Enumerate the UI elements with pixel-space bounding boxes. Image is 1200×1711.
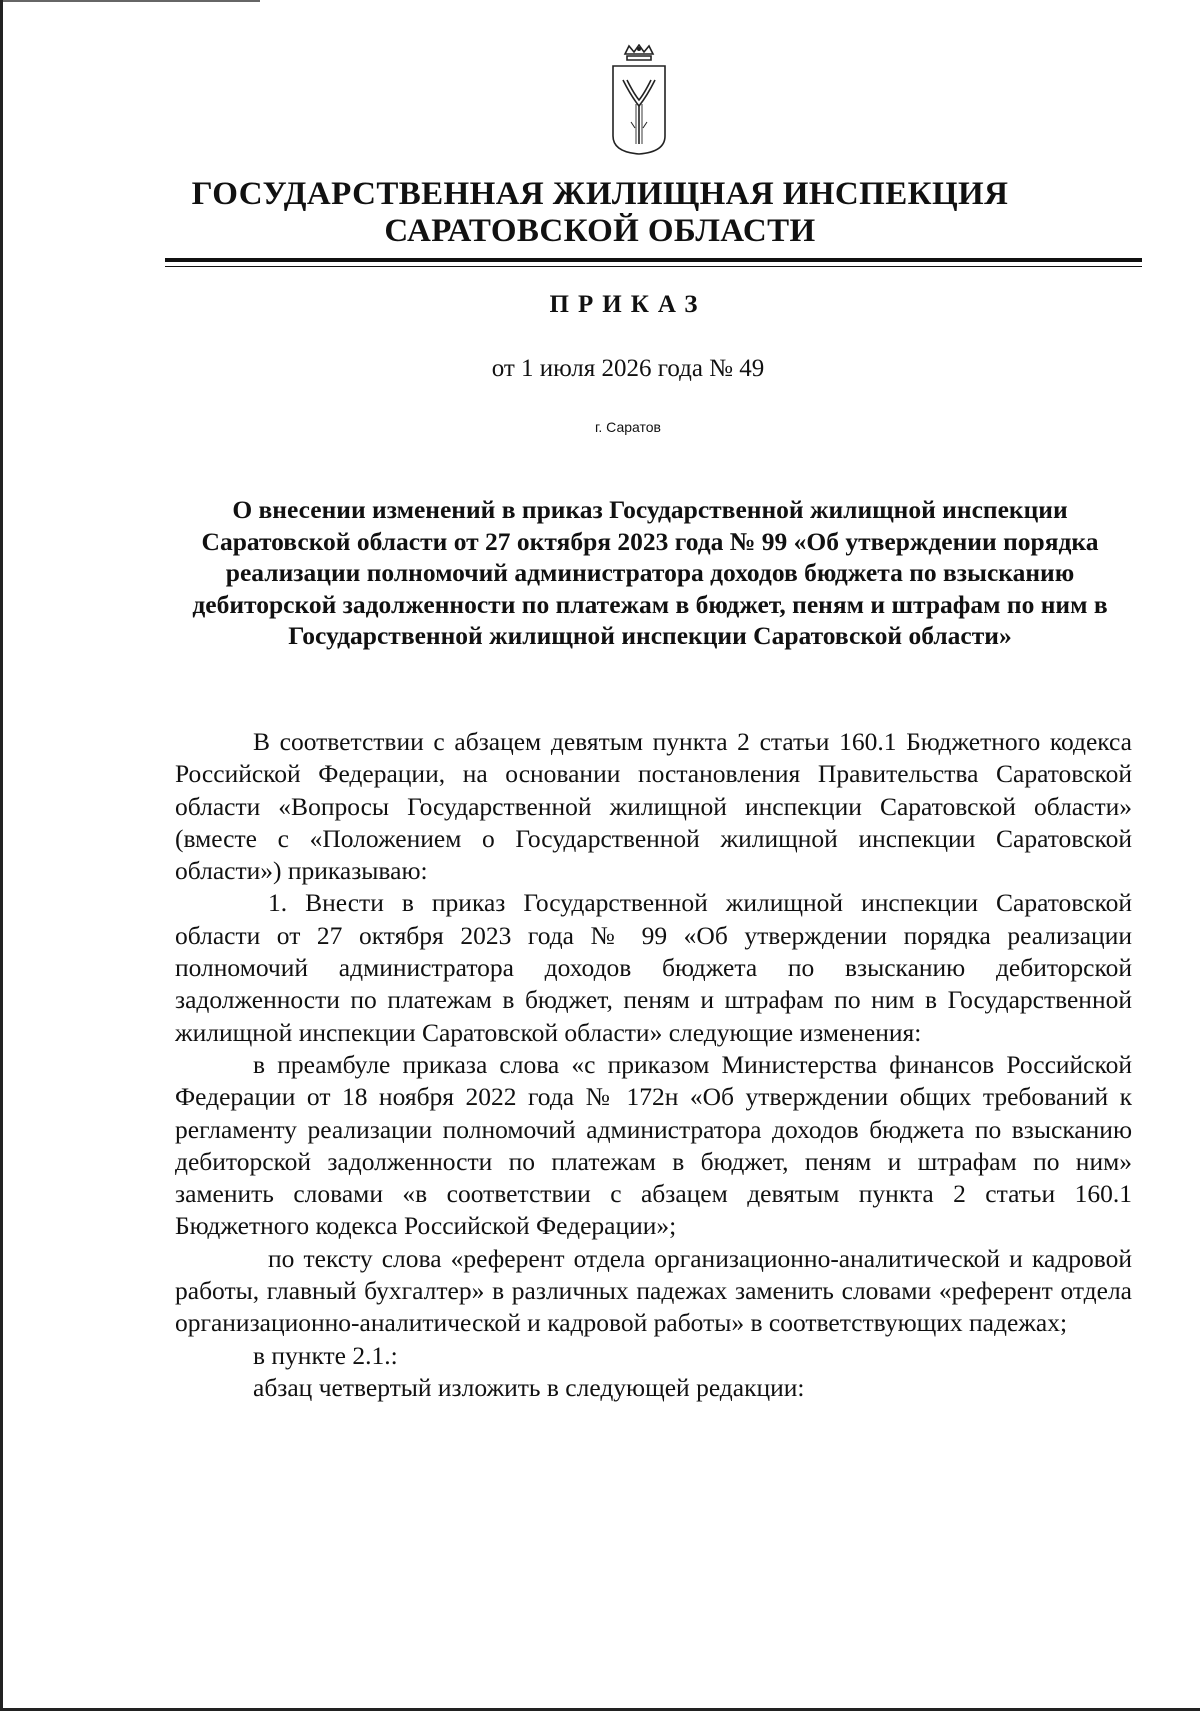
order-city: г. Саратов [595, 419, 661, 435]
header-rule-thin [165, 266, 1142, 267]
header-rule-thick [165, 258, 1142, 262]
order-date-number: от 1 июля 2026 года № 49 [491, 355, 765, 382]
document-type: ПРИКАЗ [549, 291, 707, 318]
body-item-1: 1. Внести в приказ Государственной жилищной инспекции Саратовской области от 27 октября 2023 года № 99 «Об утверждении порядка реализации полномочий администратора доходов бюджета по взысканию дебиторской задолженности по платежам в бюджет, пеням и штрафам по ним в Государственной жилищной инспекции Саратовской области» следующие изменения: [175, 888, 1132, 1047]
order-body [175, 726, 1132, 1404]
order-title: О внесении изменений в приказ Государственной жилищной инспекции Саратовской области от 27 октября 2023 года № 99 «Об утверждении порядка реализации полномочий администратора доходов бюджета по взысканию дебиторской задолженности по платежам в бюджет, пеням и штрафам по ним в Государственной жилищной инспекции Саратовской области» [192, 495, 1108, 650]
body-point-ref: в пункте 2.1.: [253, 1340, 398, 1370]
scan-edge-top [0, 0, 260, 2]
body-preamble: В соответствии с абзацем девятым пункта 2 статьи 160.1 Бюджетного кодекса Российской Федерации, на основании постановления Правительства Саратовской области «Вопросы Государственной жилищной инспекции Саратовской области» (вместе с «Положением о Государственной жилищной инспекции Саратовской области») приказываю: [175, 727, 1132, 886]
body-change-preamble: в преамбуле приказа слова «с приказом Министерства финансов Российской Федерации от 18 ноября 2022 года № 172н «Об утверждении общих требований к регламенту реализации полномочий администратора доходов бюджета по взысканию дебиторской задолженности по платежам в бюджет, пеням и штрафам по ним» заменить словами «в соответствии с абзацем девятым пункта 2 статьи 160.1 Бюджетного кодекса Российской Федерации»; [175, 1049, 1132, 1241]
organization-name-line1: ГОСУДАРСТВЕННАЯ ЖИЛИЩНАЯ ИНСПЕКЦИЯ [191, 176, 1009, 212]
coat-of-arms-icon [605, 44, 673, 164]
body-change-text: по тексту слова «референт отдела организационно-аналитической и кадровой работы, главный бухгалтер» в различных падежах заменить словами «референт отдела организационно-аналитической и кадровой работы» в соответствующих падежах; [175, 1243, 1132, 1338]
scan-edge-left [0, 0, 3, 1711]
organization-name-line2: САРАТОВСКОЙ ОБЛАСТИ [384, 213, 816, 249]
body-paragraph-ref: абзац четвертый изложить в следующей редакции: [253, 1372, 805, 1402]
